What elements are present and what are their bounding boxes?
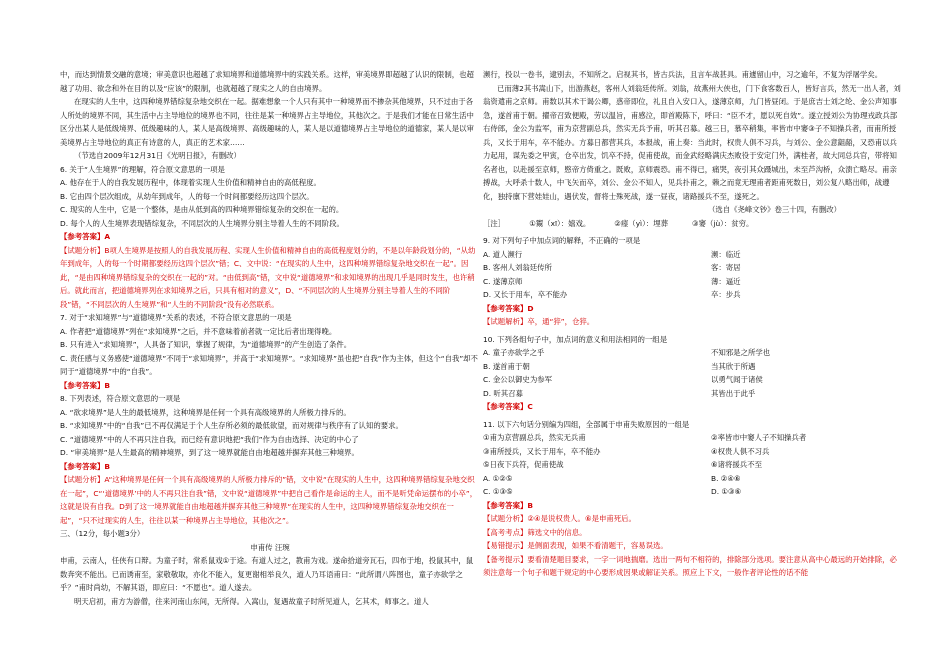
q8-option-c: C. “道德境界”中的人不再只注自我，而已经有意识地把“我们”作为自由选择、决定的中心了 — [60, 434, 359, 444]
q6-option-d: D. 每个人的人生境界表现错综复杂，不同层次的人生境界分别主导着人生的不同阶段。 — [60, 218, 344, 228]
q8-option-a: A. “欲求境界”是人生的最低境界，这种境界是任何一个具有高级境界的人所极力排斥的。 — [60, 407, 351, 417]
q10-option-c — [483, 373, 901, 387]
right-column — [483, 68, 901, 580]
q7-answer — [60, 379, 480, 393]
answer-label: 【参考答案】 — [60, 232, 105, 241]
option-text: A. 道人濒行 — [483, 249, 523, 259]
answer-label: 【参考答案】 — [60, 461, 105, 471]
q9-option-a — [483, 248, 901, 262]
q9-answer — [483, 302, 901, 316]
q11-item: ⑤日夜下兵符，促甫使战 — [483, 460, 564, 469]
q11-stem: 11. 以下六句话分别编为四组，全部属于申甫失败原因的一组是 — [483, 419, 690, 429]
passage-title: 申甫传 汪琬 — [250, 542, 290, 552]
option-text: B. 遂首甫于朝 — [483, 361, 530, 371]
q11-items-row-2 — [483, 445, 901, 459]
q11-kaodian: 【高考考点】筛选文中的信息。 — [483, 527, 587, 537]
q10-option-b — [483, 360, 901, 374]
q9-analysis: 【试题解析】卒，通“猝”，仓猝。 — [483, 317, 595, 326]
q11-answer — [483, 499, 901, 513]
q8-stem: 8. 下列表述，符合原文意思的一项是 — [60, 394, 181, 403]
q6-answer — [60, 230, 480, 244]
q7-option-c: C. 责任感与义务感使“道德境界”不同于“求知境界”，并高于“求知境界”。“求知境界”虽也把“自我”作为主体，但这个“自我”却不同于“道德境界”中的“自我”。 — [60, 353, 478, 376]
section-heading: 三、（12分，每小题3分） — [60, 529, 145, 538]
option-text: B. 客州人刘翁廷传所 — [483, 263, 552, 272]
answer-label: 【参考答案】 — [483, 402, 528, 411]
q10-option-a — [483, 346, 901, 360]
q11-yicuo: 【易错提示】是侧面表现，如果不看清题干，容易误选。 — [483, 541, 668, 550]
q11-item: ④权贵人俱不习兵 — [711, 446, 770, 456]
q11-items-row-3 — [483, 458, 901, 472]
q9-option-b — [483, 261, 901, 275]
option-compare: 不知邪是之所学也 — [711, 348, 771, 357]
intro-paragraph-1: 中，而达到情景交融的意境；审美意识也超越了求知境界和道德境界中的实践关系。这样，审美境界即超越了认识的限制，也超越了功用、欲念和外在目的以及“应该”的限制，也就超越了现实之人的自由境界。 — [60, 70, 474, 93]
q11-item: ③甫所授兵，又长于用车，卒不能办 — [483, 446, 601, 456]
option-text: A. 童子亦欲学之乎 — [483, 348, 545, 357]
q11-choices-row-1 — [483, 472, 901, 486]
q6-option-a: A. 他存在于人的自我发展历程中，体现着实现人生价值和精神自由的高低程度。 — [60, 178, 321, 187]
q8-analysis: 【试题分析】A“这种境界是任何一个具有高级境界的人所极力排斥的”错，文中说“在现实的人生中，这四种境界错综复杂地交织在一起”，C“‘道德境界’中的人不再只注自我”错，文中说“道德境界”中把自己看作是命运的主人，而不是听凭命运摆布的小卒”，这就是说有自我。D到了这一境界就能自由地超越并摒弃其他三种境界“在现实的人生中，这四种境界错综复杂地交织在一起”，“只不过现实的人生，往往以某一种境界占主导地位，其他次之”。 — [60, 475, 478, 525]
q9-option-d — [483, 288, 901, 302]
note-2: ②瘗（yì）：埋葬 — [614, 218, 668, 228]
option-text: C. 金公以御史为参军 — [483, 375, 552, 384]
q11-choice: B. ②④⑥ — [711, 473, 741, 483]
answer-label: 【参考答案】 — [483, 500, 528, 510]
option-gloss: 卒：步兵 — [711, 290, 741, 299]
q10-option-d — [483, 387, 901, 401]
left-column — [60, 68, 480, 608]
q11-item: ⑥诸将援兵不至 — [711, 460, 762, 469]
option-text: D. 听其召募 — [483, 388, 523, 398]
source-citation: （节选自2009年12月31日《光明日报》，有删改） — [74, 151, 241, 160]
q6-option-c: C. 现实的人生中，它是一个整体，是由从低到高的四种境界错综复杂的交织在一起的。 — [60, 205, 344, 214]
q6-analysis: 【试题分析】B项人生境界是按照人的自我发展历程、实现人生价值和精神自由的高低程度划分的，不是以年龄段划分的，“从幼年到成年，人的每一个时期都要经历这四个层次”错；C、文中说：“在现实的人生中，这四种境界错综复杂地交织在一起”。因此，“是由四种境界错综复杂的交织在一起的”对。“由低到高”错，文中说“道德境界”和求知境界的出现几乎是同时发生，也许稍后。就此而言，把道德境界列在求知境界之后，只具有相对的意义”，D、“不同层次的人生境界分别主导着人生的不同阶段”错，“不同层次的人生境界”和“人生的不同阶段”没有必然联系。 — [60, 245, 476, 309]
note-3: ③窭（jù）：贫穷。 — [691, 218, 754, 228]
passage-source: （选自《尧峰文钞》卷三十四，有删改） — [707, 205, 841, 214]
option-text: D. 又长于用车，卒不能办 — [483, 290, 568, 299]
answer-value: C — [527, 402, 533, 411]
q9-option-c — [483, 275, 901, 289]
q10-answer — [483, 400, 901, 414]
q11-analysis: 【试题分析】②④是说权贵人。⑥是申甫死后。 — [483, 514, 636, 523]
q11-choice: A. ①②⑤ — [483, 473, 513, 483]
answer-value: B — [104, 461, 110, 471]
q11-choice: D. ①③⑥ — [711, 487, 742, 496]
q7-stem: 7. 对于“求知境界”与“道德境界”关系的表述，不符合原文意思的一项是 — [60, 313, 292, 322]
q6-stem: 6. 关于“人生境界”的理解，符合原文意思的一项是 — [60, 164, 225, 174]
q11-item: ②率皆市中窭人子不知操兵者 — [711, 433, 807, 442]
option-compare: 以勇气闻于诸侯 — [711, 375, 763, 384]
intro-paragraph-2: 在现实的人生中，这四种境界错综复杂地交织在一起。据难想象一个人只有其中一种境界而不掺杂其他境界，只不过由于各人所处的境界不同，其生活中占主导地位的境界也不同，往往是某一种境界占主导地位，其他次之。于是我们才能在日常生活中区分出某人是低级境界、低级趣味的人，某人是高级境界、高级趣味的人，某人是以道德境界占主导地位的道德家，某人是以审美境界占主导地位的真正有诗意的人，真正的艺术家…… — [60, 97, 474, 147]
answer-value: B — [527, 500, 533, 510]
q7-option-a: A. 作者把“道德境界”列在“求知境界”之后，并不意味着前者就一定比后者出现得晚。 — [60, 326, 337, 336]
option-text: C. 遂薄京师 — [483, 276, 523, 286]
q11-item: ①甫为京营副总兵，然实无兵甫 — [483, 433, 586, 442]
option-compare: 当其欣于所遇 — [711, 361, 756, 371]
answer-value: D — [527, 303, 534, 313]
passage-continued-2: 已而薄2其书嵩山下，出游燕赵，客州人刘翁廷传所。刘翁，故燕州大侠也，门下食客数百人，皆好言兵，然无一出人者，刘翁资遣甫之京师。甫数以其术干谒公卿，惑帝即位，礼且自入安口入，遂薄京师，九门皆昼闭。于是庶吉士刘之纶、金公声知事急，遂首甫于朝。擢帝召致便殿，劳以温旨，甫感泣，即首殿陈下，呼曰：“臣不才，愿以死自效”。遂立授刘公为协理戎政兵部右侍郎，金公为监军，甫为京营副总兵，然实无兵予甫，听其召募。越三日，慕卒稍集，率皆市中窭③子不知操兵者，而甫所授兵，又长于用车，卒不能办。方募日都营其兵，本报战，甫上奏：当此时，权贵人俱不习兵，与刘公、金公意龃龉，又恐甫以兵力起用，谋先委之甲寅，仓卒出发，饥卒不持，促甫使战，而金武经略满庆杰败役于安定门外，满桂者，故大同总兵官，带将知名者也，以赴援至京师，愍帝方倚重之。既败，京师震恐。甫不得已，痛哭，夜引其众蹑城出，未至芦沟桥，众溃亡略尽。甫亲搏战，大呼杀十数人，中飞矢而卒，刘公、金公不知人，见兵扑甫之，赖之而竟无理甫者距甫死数日，刘公复八略出师，战遵化，独持廪下营娃娃山，遇伏发，督将士殊死战，遂一昼夜，诸路援兵不至，遂死之。 — [483, 83, 901, 201]
q7-option-b: B. 只有进入“求知境界”，人具备了知识，掌握了规律，为“道德境界”的产生创造了条件。 — [60, 340, 352, 349]
q8-option-d: D. “审美境界”是人生最高的精神境界，到了这一境界就能自由地超越并摒弃其他三种境界。 — [60, 448, 359, 457]
annotations — [483, 217, 901, 231]
q11-choice: C. ①③⑤ — [483, 487, 513, 496]
q8-answer — [60, 460, 480, 474]
option-compare: 其皆出于此乎 — [711, 388, 756, 398]
option-gloss: 薄：逼近 — [711, 276, 741, 286]
passage-paragraph-2: 明天启初，甫方为游僧，往来河南山东间，无所得。入嵩山，复遇故童子时所见道人，乞其术，师事之。道人 — [74, 596, 429, 606]
option-gloss: 客：寄居 — [711, 263, 741, 272]
q8-option-b: B. “求知境界”中的“自我”已不再仅满足于个人生存所必须的最低欲望，而对规律与秩序有了认知的要求。 — [60, 421, 403, 430]
q6-option-b: B. 它由四个层次组成，从幼年到成年，人的每一个时间都要经历这四个层次。 — [60, 191, 314, 201]
q11-choices-row-2 — [483, 485, 901, 499]
q11-beikao: 【备考提示】要看清楚题目要求，一字一词地揣磨。选出一两句不相符的，排除部分选项。要注意从高中心最远的开始排除，必须注意每一个句子和题干规定的中心要形成因果或解证关系。照应上下文，一般作者评论性的话不能 — [483, 554, 897, 577]
notes-label: ［注］ — [483, 218, 506, 228]
passage-continued-1: 濒行，投以一卷书，逮别去，不知所之。启视其书，皆古兵法，且言车战甚具。甫遽留山中，习之逾年，不复为浮屠学矣。 — [483, 70, 883, 79]
option-gloss: 濒：临近 — [711, 249, 741, 259]
q11-items-row-1 — [483, 431, 901, 445]
answer-label: 【参考答案】 — [483, 303, 528, 313]
answer-value: B — [104, 380, 110, 390]
q9-stem: 9. 对下列句子中加点词的解释，不正确的一项是 — [483, 236, 641, 245]
note-1: ①鬻（xī）：嬉戏。 — [529, 218, 591, 228]
q10-stem: 10. 下列各组句子中，加点词的意义和用法相同的一组是 — [483, 334, 668, 344]
passage-paragraph-1: 申甫，云南人，任侠有口辩。为童子时，常系鼠戏①于途。有道人过之，教甫为戏。遂命拾道旁瓦石，四布于地，投鼠其中，鼠数奔突不能出。已而诱甫至，家敬敬取，亦化不能入，复更谢相举良久，道人乃耳语甫曰：“此所谓八阵图也，童子亦欲学之乎？”甫时尚幼，不解其语，即应曰：“不愿也”。道人遂去。 — [60, 556, 474, 592]
answer-label: 【参考答案】 — [60, 380, 105, 390]
answer-value: A — [104, 232, 111, 241]
